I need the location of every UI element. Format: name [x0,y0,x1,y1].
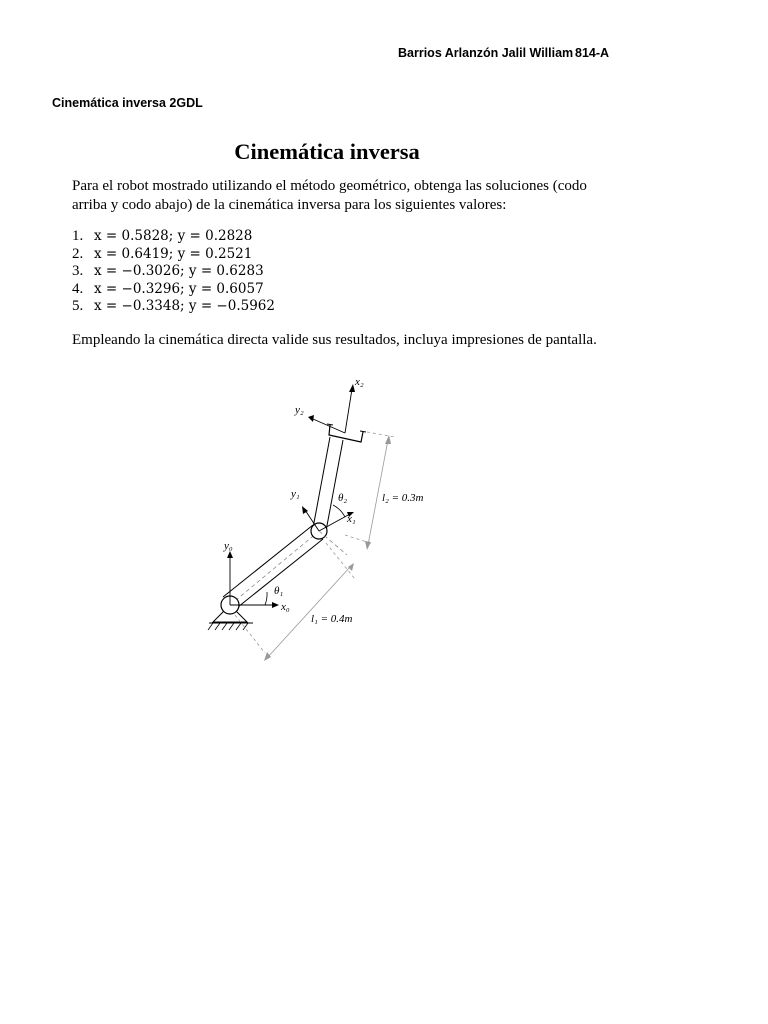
label-y0: y₀ [224,540,233,552]
intro-line: arriba y codo abajo) de la cinemática inversa para los siguientes valores: [72,197,507,213]
list-item [72,246,275,264]
item-number: 5. [72,298,84,315]
item-number: 3. [72,263,84,280]
dimension-l1 [235,543,355,661]
list-item [72,298,275,316]
label-x0: x₀ [281,601,290,613]
item-equation: x = −0.3348; y = −0.5962 [94,298,275,315]
author-name: Barrios Arlanzón Jalil William [398,46,574,60]
page-title: Cinemática inversa [234,139,420,164]
gripper [327,424,366,442]
list-item [72,281,275,299]
link-1 [223,525,323,611]
label-theta1: θ₁ [274,585,284,597]
document-heading: Cinemática inversa 2GDL [52,96,203,110]
closing-instruction: Empleando la cinemática directa valide sus resultados, incluya impresiones de pantalla. [72,332,597,348]
item-equation: x = −0.3026; y = 0.6283 [94,263,264,280]
values-list [72,228,275,316]
label-l1: l₁ = 0.4m [311,613,353,625]
robot-arm-diagram [195,365,475,665]
item-equation: x = 0.6419; y = 0.2521 [94,245,253,262]
item-number: 4. [72,280,84,297]
item-equation: x = 0.5828; y = 0.2828 [94,228,253,244]
label-y1: y₁ [291,488,300,500]
label-y2: y₂ [295,404,304,416]
label-x1: x₁ [347,513,356,525]
label-theta2: θ₂ [338,492,348,504]
intro-line: Para el robot mostrado utilizando el método geométrico, obtenga las soluciones (codo [72,178,587,194]
group-code: 814-A [575,46,610,60]
link-2 [313,437,343,531]
frame-2-axes [308,384,355,433]
label-l2: l₂ = 0.3m [382,492,424,504]
item-equation: x = −0.3296; y = 0.6057 [94,280,264,297]
item-number: 2. [72,245,84,262]
dimension-l2 [345,432,395,550]
list-item [72,263,275,281]
intro-paragraph [72,177,592,215]
list-item [72,228,275,246]
label-x2: x₂ [355,376,364,388]
item-number: 1. [72,228,84,244]
